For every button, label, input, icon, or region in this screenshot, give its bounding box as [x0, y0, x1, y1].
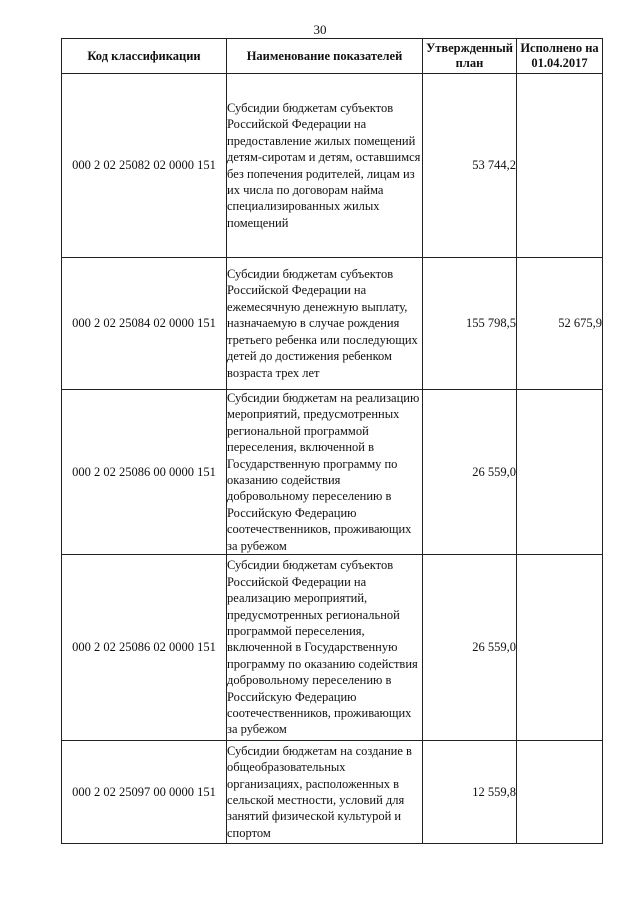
- approved-plan-value: 12 559,8: [423, 741, 517, 844]
- indicator-name: Субсидии бюджетам субъектов Российской Федерации на ежемесячную денежную выплату, назначаемую в случае рождения третьего ребенка или последующих детей до достижения ребенком возраста трех лет: [227, 258, 423, 390]
- classification-code: 000 2 02 25086 02 0000 151: [62, 555, 227, 741]
- executed-value: [517, 741, 603, 844]
- header-name: Наименование показателей: [227, 39, 423, 74]
- table-row: [62, 74, 603, 258]
- classification-code: 000 2 02 25086 00 0000 151: [62, 390, 227, 555]
- header-code: Код классификации: [62, 39, 227, 74]
- classification-code: 000 2 02 25084 02 0000 151: [62, 258, 227, 390]
- indicator-name: Субсидии бюджетам на создание в общеобразовательных организациях, расположенных в сельской местности, условий для занятий физической культурой и спортом: [227, 741, 423, 844]
- classification-code: 000 2 02 25082 02 0000 151: [62, 74, 227, 258]
- budget-table: [61, 38, 603, 844]
- header-done: Исполнено на 01.04.2017: [517, 39, 603, 74]
- page-number: 30: [313, 22, 327, 37]
- approved-plan-value: 26 559,0: [423, 390, 517, 555]
- table-row: [62, 741, 603, 844]
- header-plan: Утвержденный план: [423, 39, 517, 74]
- executed-value: [517, 555, 603, 741]
- table-row: [62, 390, 603, 555]
- approved-plan-value: 53 744,2: [423, 74, 517, 258]
- executed-value: 52 675,9: [517, 258, 603, 390]
- executed-value: [517, 390, 603, 555]
- table-header-row: [62, 39, 603, 74]
- classification-code: 000 2 02 25097 00 0000 151: [62, 741, 227, 844]
- indicator-name: Субсидии бюджетам субъектов Российской Федерации на предоставление жилых помещений детям-сиротам и детям, оставшимся без попечения родителей, лицам из их числа по договорам найма специализированных жилых помещений: [227, 74, 423, 258]
- indicator-name: Субсидии бюджетам на реализацию мероприятий, предусмотренных региональной программой переселения, включенной в Государственную программу по оказанию содействия добровольному переселению в Российскую Федерацию соотечественников, проживающих за рубежом: [227, 390, 423, 555]
- approved-plan-value: 155 798,5: [423, 258, 517, 390]
- approved-plan-value: 26 559,0: [423, 555, 517, 741]
- executed-value: [517, 74, 603, 258]
- table-row: [62, 258, 603, 390]
- table-row: [62, 555, 603, 741]
- indicator-name: Субсидии бюджетам субъектов Российской Федерации на реализацию мероприятий, предусмотренных региональной программой переселения, включенной в Государственную программу по оказанию содействия добровольному переселению в Российскую Федерацию соотечественников, проживающих за рубежом: [227, 555, 423, 741]
